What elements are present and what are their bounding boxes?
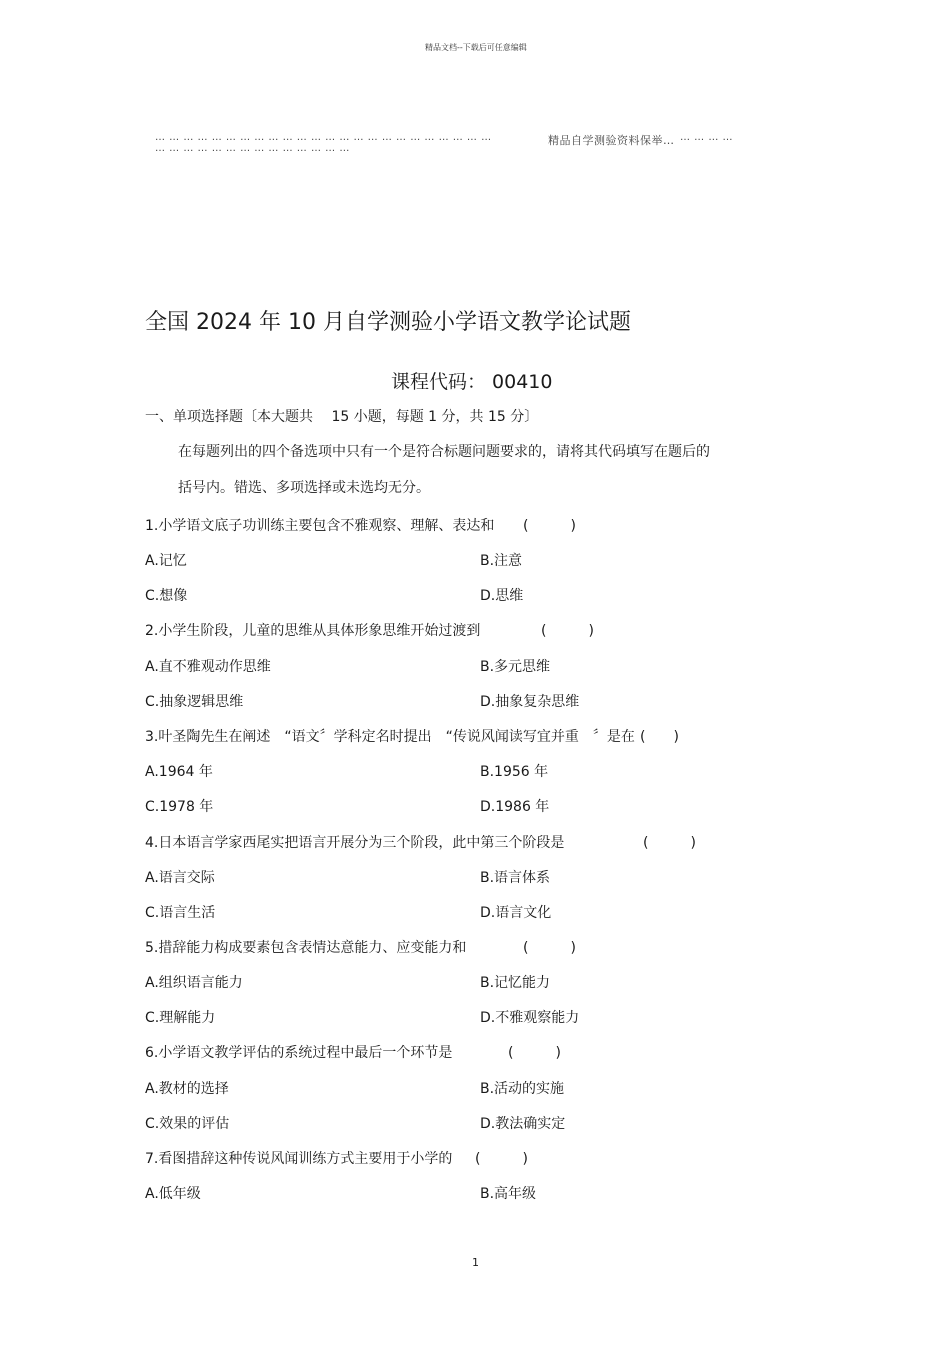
option-5b: B.记忆能力 [480,975,551,991]
option-4a: A.语言交际 [145,870,215,886]
question-6: 6.小学语文教学评估的系统过程中最后一个环节是 [145,1045,453,1061]
option-1d: D.思维 [480,588,524,604]
option-4d: D.语言文化 [480,905,552,921]
option-6c: C.效果的评估 [145,1116,230,1132]
option-3d: D.1986 年 [480,799,550,815]
option-5a: A.组织语言能力 [145,975,243,991]
answer-paren-5: ( ) [523,940,576,956]
option-6b: B.活动的实施 [480,1081,565,1097]
answer-paren-7: ( ) [475,1151,528,1167]
option-1b: B.注意 [480,553,523,569]
course-code: 课程代码： 00410 [391,371,553,393]
answer-paren-3: ( ) [640,729,679,745]
page-number: 1 [472,1256,479,1269]
page-title: 全国 2024 年 10 月自学测验小学语文教学论试题 [145,310,631,335]
option-2c: C.抽象逻辑思维 [145,694,244,710]
option-3a: A.1964 年 [145,764,213,780]
option-6d: D.教法确实定 [480,1116,566,1132]
question-4: 4.日本语言学家西尾实把语言开展分为三个阶段，此中第三个阶段是 [145,835,565,851]
option-5c: C.理解能力 [145,1010,216,1026]
option-1c: C.想像 [145,588,188,604]
option-4b: B.语言体系 [480,870,551,886]
question-3: 3.叶圣陶先生在阐述 “语文〞学科定名时提出 “传说风闻读写宜并重 〞是在 [145,729,635,745]
dotted-line: … … … … … … … … … … … … … … … … … … … … … … … … [155,132,492,143]
answer-paren-2: ( ) [541,623,594,639]
question-5: 5.措辞能力构成要素包含表情达意能力、应变能力和 [145,940,467,956]
option-5d: D.不雅观察能力 [480,1010,580,1026]
option-2a: A.直不雅观动作思维 [145,659,271,675]
answer-paren-4: ( ) [643,835,696,851]
option-7b: B.高年级 [480,1186,537,1202]
option-2d: D.抽象复杂思维 [480,694,580,710]
question-1: 1.小学语文底子功训练主要包含不雅观察、理解、表达和 [145,518,495,534]
section-heading: 一、单项选择题〔本大题共 15 小题，每题 1 分，共 15 分〕 [145,409,539,425]
option-4c: C.语言生活 [145,905,216,921]
watermark-text: 精品文档--下载后可任意编辑 [425,43,527,52]
answer-paren-6: ( ) [508,1045,561,1061]
option-3b: B.1956 年 [480,764,549,780]
answer-paren-1: ( ) [523,518,576,534]
dotted-line-2: … … … … … … … … … … … … … … [155,143,350,154]
question-7: 7.看图措辞这种传说风闻训练方式主要用于小学的 [145,1151,453,1167]
dotted-banner: 精品自学测验资料保举… [548,134,675,147]
option-6a: A.教材的选择 [145,1081,229,1097]
dotted-line-tail: … … … … [680,132,734,143]
question-2: 2.小学生阶段，儿童的思维从具体形象思维开始过渡到 [145,623,481,639]
option-7a: A.低年级 [145,1186,201,1202]
instructions-line-2: 括号内。错选、多项选择或未选均无分。 [178,480,430,496]
instructions-line-1: 在每题列出的四个备选项中只有一个是符合标题问题要求的，请将其代码填写在题后的 [178,444,710,460]
option-1a: A.记忆 [145,553,187,569]
option-2b: B.多元思维 [480,659,551,675]
option-3c: C.1978 年 [145,799,214,815]
